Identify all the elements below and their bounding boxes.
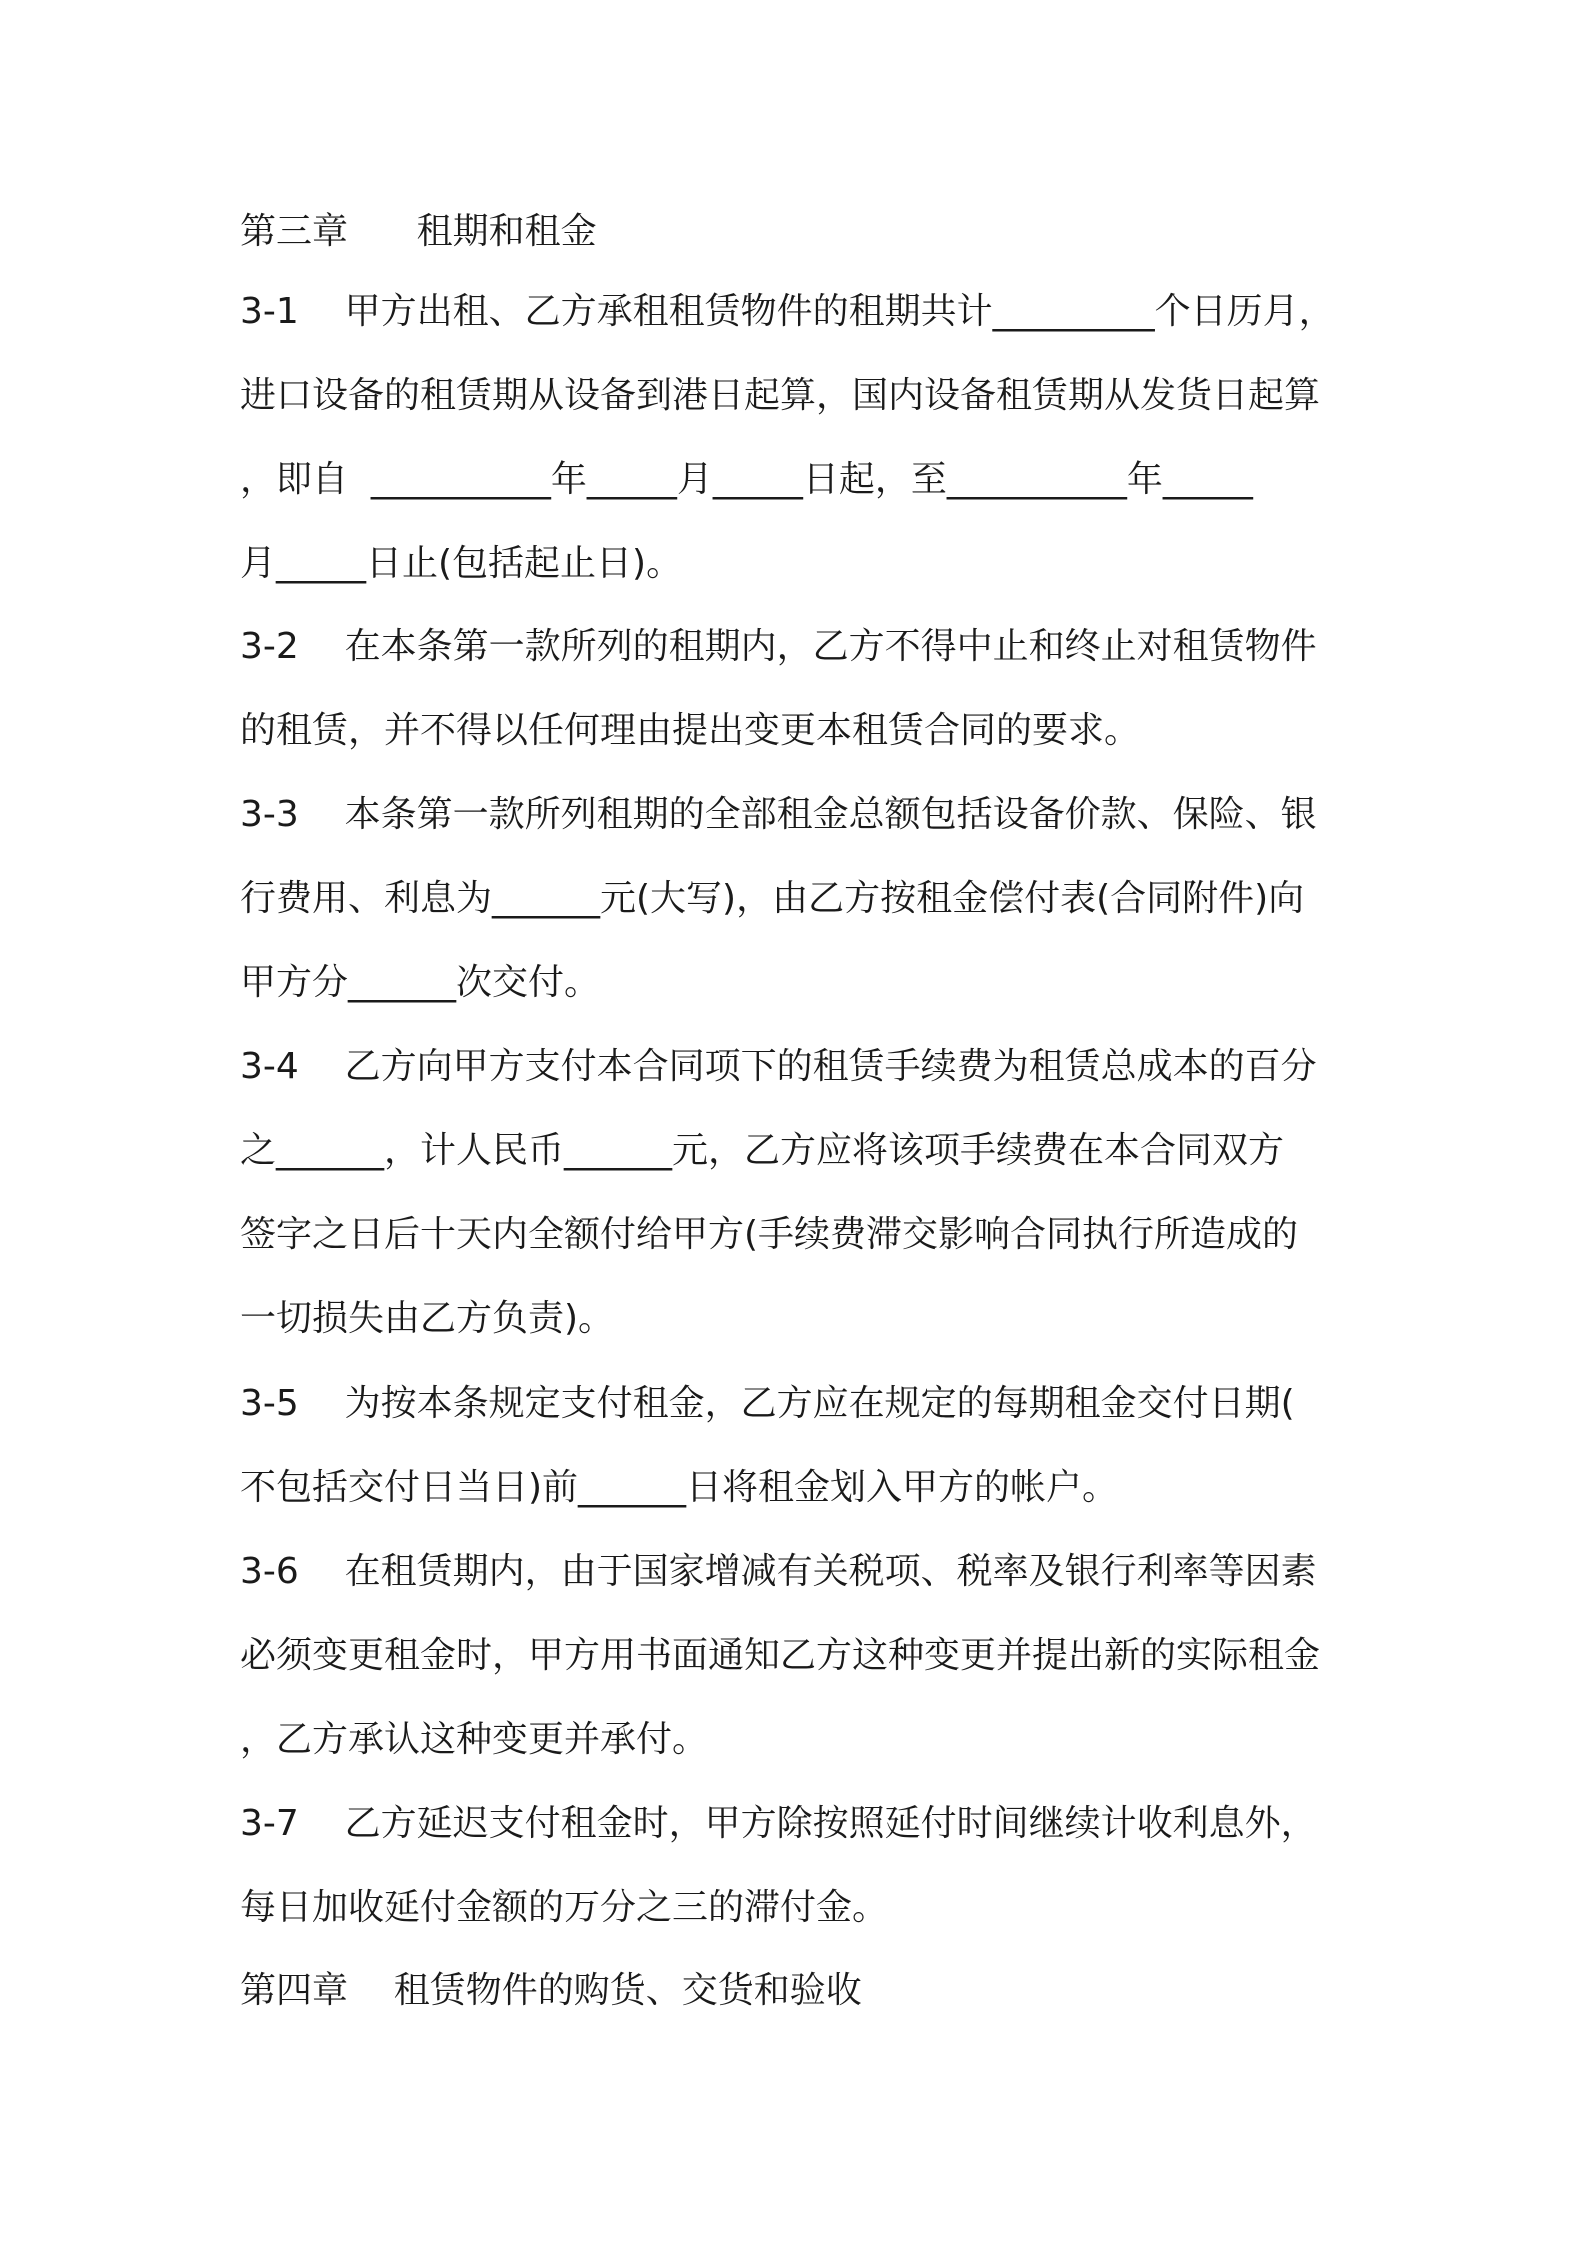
clause-3-5: [240, 1362, 1360, 1530]
clause-3-3: [240, 773, 1360, 1025]
clause-line: ，乙方承认这种变更并承付。: [240, 1719, 709, 1760]
clause-line: 进口设备的租赁期从设备到港日起算，国内设备租赁期从发货日起算: [240, 375, 1321, 416]
clause-line: 每日加收延付金额的万分之三的滞付金。: [240, 1887, 889, 1928]
clause-line: 之______，计人民币______元，乙方应将该项手续费在本合同双方: [240, 1130, 1285, 1171]
clause-line: 3-3 本条第一款所列租期的全部租金总额包括设备价款、保险、银: [240, 794, 1317, 835]
clause-3-4: [240, 1025, 1360, 1361]
chapter-4-title: 第四章 租赁物件的购货、交货和验收: [240, 1970, 862, 2011]
clause-3-1: [240, 270, 1360, 606]
clause-line: 3-5 为按本条规定支付租金，乙方应在规定的每期租金交付日期(: [240, 1383, 1295, 1424]
clause-line: 不包括交付日当日)前______日将租金划入甲方的帐户。: [240, 1467, 1119, 1508]
clause-3-6: [240, 1530, 1360, 1782]
clause-line: 甲方分______次交付。: [240, 962, 601, 1003]
clause-3-7: [240, 1782, 1360, 1950]
clause-line: 一切损失由乙方负责)。: [240, 1298, 615, 1339]
clause-line: 行费用、利息为______元(大写)，由乙方按租金偿付表(合同附件)向: [240, 878, 1305, 919]
chapter-3-title: 第三章 租期和租金: [240, 211, 597, 252]
clause-line: 3-6 在租赁期内，由于国家增减有关税项、税率及银行利率等因素: [240, 1551, 1317, 1592]
clause-line: 必须变更租金时，甲方用书面通知乙方这种变更并提出新的实际租金: [240, 1635, 1321, 1676]
clause-line: 的租赁，并不得以任何理由提出变更本租赁合同的要求。: [240, 710, 1141, 751]
clause-line: 3-1 甲方出租、乙方承租租赁物件的租期共计_________个日历月，: [240, 291, 1335, 332]
clause-line: ，即自 __________年_____月_____日起，至__________年_____: [240, 459, 1253, 500]
clause-line: 签字之日后十天内全额付给甲方(手续费滞交影响合同执行所造成的: [240, 1214, 1299, 1255]
clause-line: 3-2 在本条第一款所列的租期内，乙方不得中止和终止对租赁物件: [240, 626, 1317, 667]
clause-line: 3-4 乙方向甲方支付本合同项下的租赁手续费为租赁总成本的百分: [240, 1046, 1317, 1087]
clause-3-2: [240, 605, 1360, 773]
clause-line: 3-7 乙方延迟支付租金时，甲方除按照延付时间继续计收利息外，: [240, 1803, 1317, 1844]
clause-line: 月_____日止(包括起止日)。: [240, 543, 683, 584]
